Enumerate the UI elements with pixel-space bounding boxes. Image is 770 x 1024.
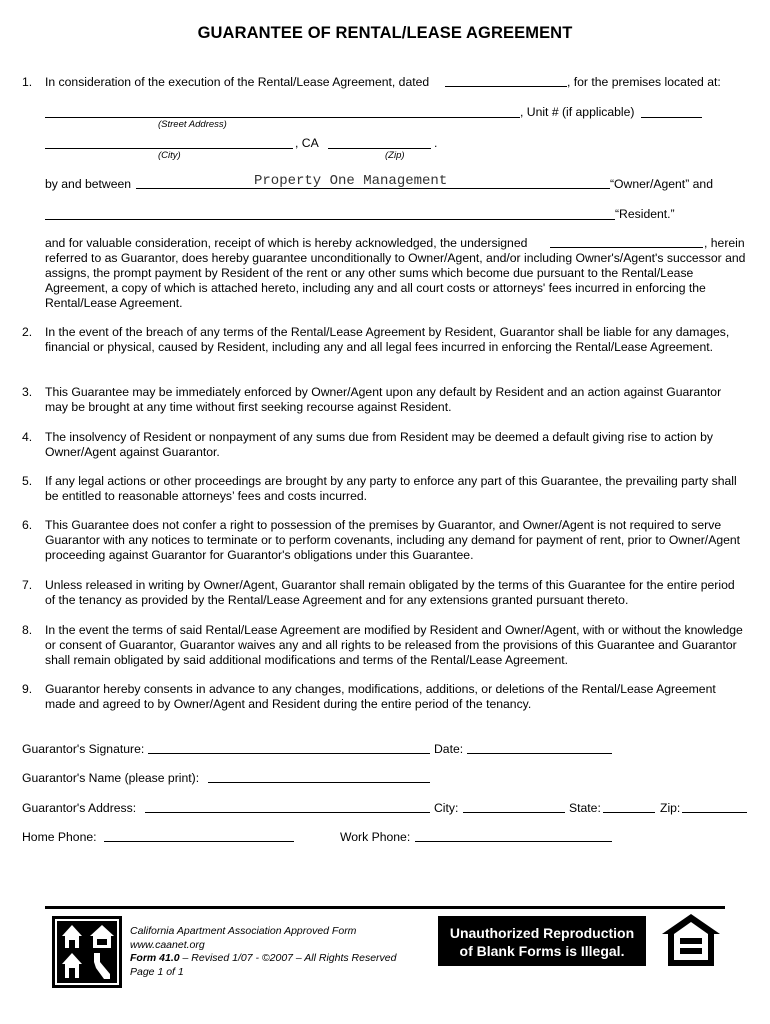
resident-field[interactable] xyxy=(45,219,615,220)
between-label: by and between xyxy=(45,177,132,191)
footer-website[interactable]: www.caanet.org xyxy=(130,939,205,951)
zip-caption: (Zip) xyxy=(385,150,405,161)
city-field[interactable] xyxy=(45,148,293,149)
address-label: Guarantor's Address: xyxy=(22,801,137,815)
clause-2-text: In the event of the breach of any terms of the Rental/Lease Agreement by Resident, Guarantor shall be liable for any damages, financial or physical, caused by Resident, including any and all legal fees incurred in enforcing the Rental/Lease Agreement. xyxy=(45,325,730,354)
consideration-paragraph: referred to as Guarantor, does hereby guarantee unconditionally to Owner/Agent, and/or including Owner's/Agent's successor and assigns, the prompt payment by Resident of the rent or any other sums which become due pursuant to the Rental/Lease Agreement, a copy of which is attached hereto, including any and all court costs or attorneys' fees incurred in enforcing the Rental/Lease Agreement. xyxy=(45,251,746,310)
clause-9-number: 9. xyxy=(22,682,33,696)
home-phone-field[interactable] xyxy=(104,841,294,842)
city-caption: (City) xyxy=(158,150,181,161)
clause-7-text: Unless released in writing by Owner/Agent, Guarantor shall remain obligated by the terms of this Guarantee for the entire period of the tenancy as provided by the Rental/Lease Agreement and for any extensions granted pursuant thereto. xyxy=(45,578,735,607)
signature-label: Guarantor's Signature: xyxy=(22,742,145,756)
premises-label: , for the premises located at: xyxy=(567,75,721,89)
clause-3-text: This Guarantee may be immediately enforced by Owner/Agent upon any default by Resident and an action against Guarantor may be brought at any time without first seeking recourse against Resident. xyxy=(45,385,722,414)
item-1-intro: In consideration of the execution of the Rental/Lease Agreement, dated xyxy=(45,75,430,89)
name-label: Guarantor's Name (please print): xyxy=(22,771,200,785)
date-field[interactable] xyxy=(467,753,612,754)
clause-2-number: 2. xyxy=(22,325,33,339)
footer-approved: California Apartment Association Approved Form xyxy=(130,925,357,937)
owner-agent-label: “Owner/Agent” and xyxy=(610,177,713,191)
home-phone-label: Home Phone: xyxy=(22,830,97,844)
state-field[interactable] xyxy=(603,812,655,813)
clause-5-number: 5. xyxy=(22,474,33,488)
clause-9-text: Guarantor hereby consents in advance to any changes, modifications, additions, or deletions of the Rental/Lease Agreement made and agreed to by Owner/Agent and Resident during the entire period of the tenancy. xyxy=(45,682,716,711)
item-1-number: 1. xyxy=(22,75,33,89)
zip-label: Zip: xyxy=(660,801,681,815)
name-field[interactable] xyxy=(208,782,430,783)
clause-5-text: If any legal actions or other proceedings are brought by any party to enforce any part of this Guarantee, the prevailing party shall be entitled to reasonable attorneys’ fees and costs incurred. xyxy=(45,474,737,503)
street-address-field[interactable] xyxy=(45,117,520,118)
form-revision: – Revised 1/07 - ©2007 – All Rights Reserved xyxy=(179,952,397,964)
clause-3-number: 3. xyxy=(22,385,33,399)
signature-field[interactable] xyxy=(148,753,430,754)
footer-page: Page 1 of 1 xyxy=(130,966,184,978)
warning-line-2: of Blank Forms is Illegal. xyxy=(459,943,625,959)
equal-housing-icon xyxy=(660,912,722,968)
address-field[interactable] xyxy=(145,812,430,813)
owner-value[interactable]: Property One Management xyxy=(254,173,448,189)
work-phone-field[interactable] xyxy=(415,841,612,842)
clause-8-text: In the event the terms of said Rental/Lease Agreement are modified by Resident and Owner/Agent, with or without the knowledge or consent of Guarantor, Guarantor waives any and all rights to be released from the provisions of this Guarantee and Guarantor shall remain obligated by said additional modifications and terms of the Rental/Lease Agreement. xyxy=(45,623,743,667)
zip-field[interactable] xyxy=(328,148,431,149)
guarantor-zip-field[interactable] xyxy=(682,812,747,813)
period: . xyxy=(434,136,438,150)
clause-6-number: 6. xyxy=(22,518,33,532)
date-label: Date: xyxy=(434,742,464,756)
clause-4-number: 4. xyxy=(22,430,33,444)
footer-divider xyxy=(45,906,725,909)
form-number: Form 41.0 xyxy=(130,952,180,964)
guarantor-name-field[interactable] xyxy=(550,247,703,248)
herein-label: , herein xyxy=(704,236,745,250)
guarantor-city-field[interactable] xyxy=(463,812,565,813)
page-title: GUARANTEE OF RENTAL/LEASE AGREEMENT xyxy=(197,24,573,42)
street-address-caption: (Street Address) xyxy=(158,119,227,130)
clause-7-number: 7. xyxy=(22,578,33,592)
caa-houses-logo-icon xyxy=(52,916,122,988)
clause-8-number: 8. xyxy=(22,623,33,637)
unit-number-field[interactable] xyxy=(641,117,702,118)
footer-form-info xyxy=(130,952,397,964)
city-label: City: xyxy=(434,801,459,815)
unit-label: , Unit # (if applicable) xyxy=(520,105,635,119)
consideration-text: and for valuable consideration, receipt of which is hereby acknowledged, the undersigned xyxy=(45,236,528,250)
clause-4-text: The insolvency of Resident or nonpayment of any sums due from Resident may be deemed a default giving rise to action by Owner/Agent against Guarantor. xyxy=(45,430,713,459)
ca-label: , CA xyxy=(295,136,319,150)
work-phone-label: Work Phone: xyxy=(340,830,411,844)
clause-6-text: This Guarantee does not confer a right to possession of the premises by Guarantor, and Owner/Agent is not required to serve Guarantor with any notices to terminate or to perform covenants, including any demand for payment of rent, prior to Owner/Agent proceeding against Guarantor for Guarantor's obligations under this Guarantee. xyxy=(45,518,741,562)
resident-label: “Resident.” xyxy=(615,207,675,221)
agreement-date-field[interactable] xyxy=(445,86,567,87)
reproduction-warning xyxy=(438,916,646,966)
state-label: State: xyxy=(569,801,601,815)
warning-line-1: Unauthorized Reproduction xyxy=(449,925,635,941)
